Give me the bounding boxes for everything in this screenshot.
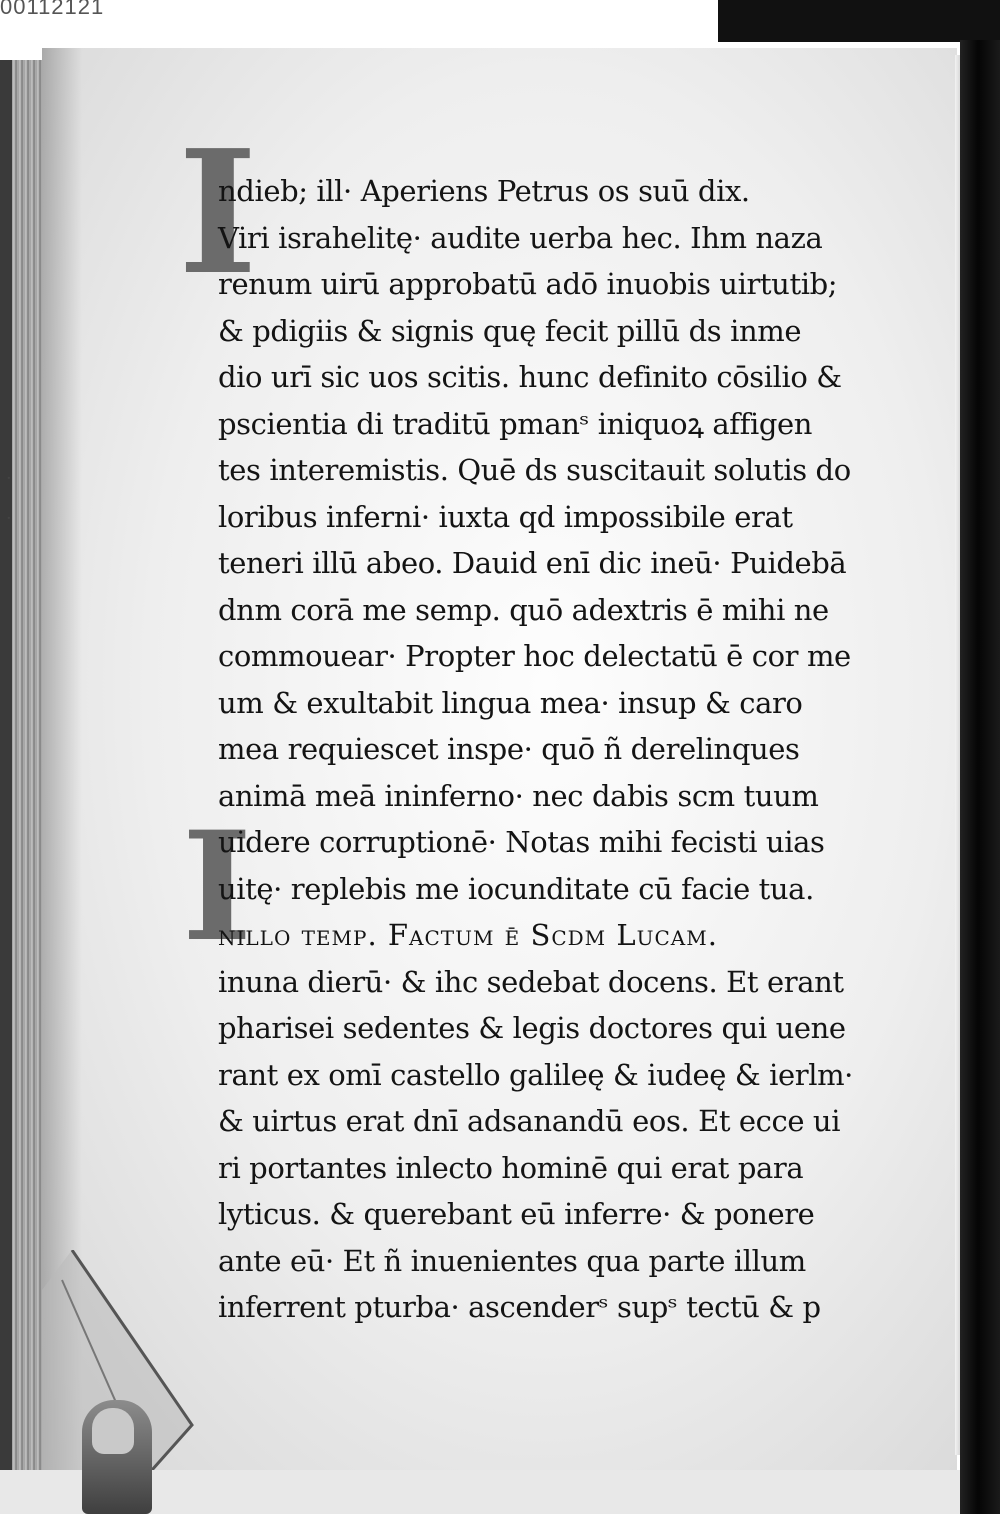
text-line-16: uitę· replebis me iocunditate cū facie tua. xyxy=(218,871,814,906)
text-line-21: & uirtus erat dnī adsanandū eos. Et ecce ui xyxy=(218,1104,841,1138)
text-line-3: renum uirū approbatū adō inuobis uirtutib; xyxy=(218,267,838,301)
text-line-2: Viri israhelitę· audite uerba hec. Ihm naza xyxy=(218,220,823,255)
text-line-13: mea requiescet inspe· quō ñ derelinques xyxy=(218,732,800,766)
text-line-10: dnm corā me semp. quō adextris ē mihi ne xyxy=(218,592,829,627)
text-line-17-rubric: nillo temp. Factum ē Scdm Lucam. xyxy=(218,918,718,952)
text-line-23: lyticus. & querebant eū inferre· & ponere xyxy=(218,1197,815,1231)
text-line-6: pscientia di traditū pmanˢ iniquoꝝ affigen xyxy=(218,406,813,441)
text-line-1: ndieb; ill· Aperiens Petrus os suū dix. xyxy=(218,174,750,208)
manuscript-text xyxy=(218,168,918,1331)
book-binding-edge xyxy=(0,60,12,1470)
text-line-24: ante eū· Et ñ inuenientes qua parte illum xyxy=(218,1243,806,1278)
text-line-20: rant ex omī castello galileę & iudeę & ierlm· xyxy=(218,1057,853,1092)
text-line-5: dio urī sic uos scitis. hunc definito cōsilio & xyxy=(218,360,842,394)
text-line-22: ri portantes inlecto hominē qui erat para xyxy=(218,1150,804,1185)
text-line-15: uidere corruptionē· Notas mihi fecisti uias xyxy=(218,825,825,859)
text-line-7: tes interemistis. Quē ds suscitauit solutis do xyxy=(218,453,851,487)
margin-mark: · xyxy=(6,468,12,489)
decorated-initial-1: I xyxy=(178,113,258,313)
text-line-9: teneri illū abeo. Dauid enī dic ineū· Puidebā xyxy=(218,546,847,580)
text-line-12: um & exultabit lingua mea· insup & caro xyxy=(218,685,803,720)
background-dark-edge xyxy=(960,40,1000,1514)
text-line-11: commouear· Propter hoc delectatū ē cor me xyxy=(218,639,851,673)
margin-mark: · xyxy=(6,508,12,529)
text-line-8: loribus inferni· iuxta qd impossibile erat xyxy=(218,499,793,534)
text-line-18: inuna dierū· & ihc sedebat docens. Et erant xyxy=(218,964,844,999)
scan-id-label: 00112121 xyxy=(0,0,105,19)
text-line-25: inferrent pturba· ascenderˢ supˢ tectū & p xyxy=(218,1290,821,1324)
background-dark-corner xyxy=(718,0,1000,42)
thumbnail-nail xyxy=(92,1408,134,1454)
text-line-4: & pdigiis & signis quę fecit pillū ds inme xyxy=(218,313,802,348)
text-line-19: pharisei sedentes & legis doctores qui uene xyxy=(218,1011,846,1045)
text-line-14: animā meā ininferno· nec dabis scm tuum xyxy=(218,778,819,813)
decorated-initial-2: I xyxy=(182,799,253,975)
